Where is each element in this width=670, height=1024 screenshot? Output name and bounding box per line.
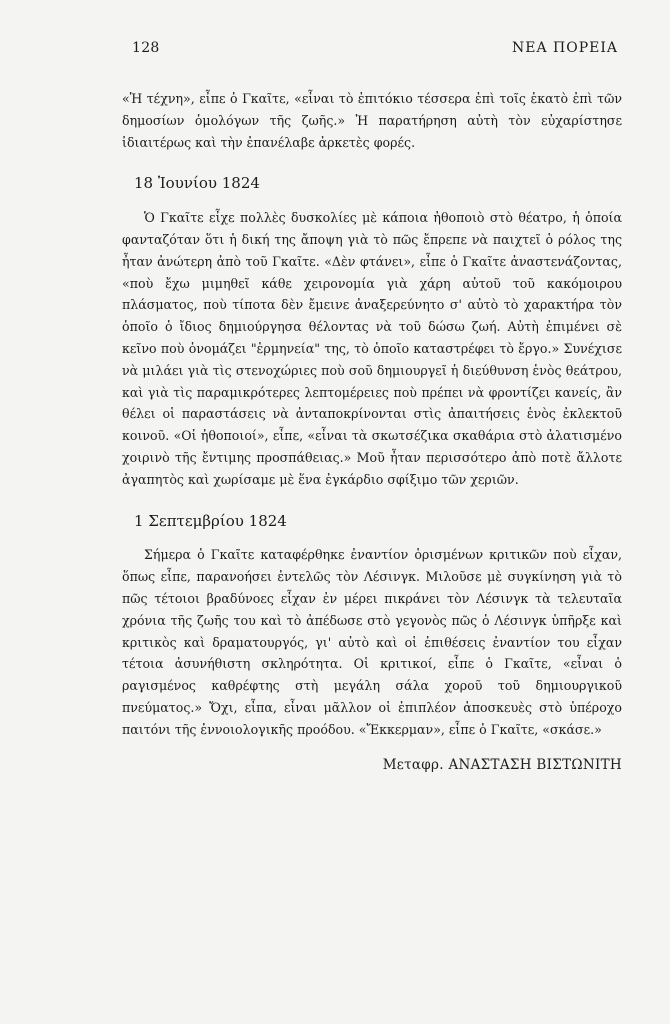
date-heading-1: 18 Ἰουνίου 1824: [134, 174, 260, 193]
translator-signature: Μεταφρ. ΑΝΑΣΤΑΣΗ ΒΙΣΤΩΝΙΤΗ: [382, 756, 622, 773]
paragraph-3: Σήμερα ὁ Γκαῖτε καταφέρθηκε ἐναντίον ὁρισμένων κριτικῶν ποὺ εἶχαν, ὅπως εἶπε, παρανοήσει ἐντελῶς τὸν Λέσινγκ. Μιλοῦσε μὲ συγκίνηση γιὰ τὸ πῶς τέτοιοι βραδύνοες εἶχαν ἐν μέρει πικράνει τὸν Λέσινγκ τὰ τελευταῖα χρόνια τῆς ζωῆς του καὶ τὸ ἀπέδωσε στὸ γεγονὸς πῶς ὁ Λέσινγκ ὑπῆρξε καὶ κριτικὸς καὶ δραματουργός, γι' αὐτὸ καὶ οἱ ἐπιθέσεις ἐναντίον του εἶχαν τέτοια ἀσυνήθιστη σκληρότητα. Οἱ κριτικοί, εἶπε ὁ Γκαῖτε, «εἶναι ὁ ραγισμένος καθρέφτης στὴ μεγάλη σάλα χοροῦ τοῦ δημιουργικοῦ πνεύματος.» Ὄχι, εἶπα, εἶναι μᾶλλον οἱ ἐπιπλέον ἀποσκευὲς στὸ ὑπέροχο παιτόνι τῆς ἐννοιολογικῆς προόδου. «Ἔκκερμαν», εἶπε ὁ Γκαῖτε, «σκάσε.»: [122, 547, 622, 737]
date-heading-2: 1 Σεπτεμβρίου 1824: [134, 511, 287, 530]
page-body: [122, 88, 622, 776]
page-number: 128: [132, 40, 160, 56]
page-header: [132, 40, 618, 56]
paragraph-2: Ὁ Γκαῖτε εἶχε πολλὲς δυσκολίες μὲ κάποια ἠθοποιὸ στὸ θέατρο, ἡ ὁποία φανταζόταν ὅτι ἡ δική της ἄποψη γιὰ τὸ πῶς ἔπρεπε νὰ παιχτεῖ ὁ ρόλος της ἦταν ἀνώτερη ἀπὸ τοῦ Γκαῖτε. «Δὲν φτάνει», εἶπε ὁ Γκαῖτε ἀναστενάζοντας, «ποὺ ἔχω μιμηθεῖ κάθε χειρονομία γιὰ χάρη αὐτοῦ τοῦ κακόμοιρου πλάσματος, ποὺ τίποτα δὲν ἔμεινε ἀναξερεύνητο σ' αὐτὸ τὸ χαρακτήρα τὸν ὁποῖο ὁ ἴδιος δημιούργησα θέλοντας νὰ τοῦ δώσω ζωή. Αὐτὴ ἐπιμένει σὲ κεῖνο ποὺ ὀνομάζει "ἑρμηνεία" της, τὸ ὁποῖο καταστρέφει τὸ ἔργο.» Συνέχισε νὰ μιλάει γιὰ τὶς στενοχώριες ποὺ σοῦ δημιουργεῖ ἡ διεύθυνση ἑνὸς θεάτρου, καὶ γιὰ τὶς παραμικρότερες λεπτομέρειες ποὺ πρέπει νὰ φροντίζει κανείς, ἂν θέλει οἱ παραστάσεις νὰ ἀνταποκρίνονται στὶς ἀπαιτήσεις ἑνὸς ἐκλεκτοῦ κοινοῦ. «Οἱ ἠθοποιοί», εἶπε, «εἶναι τὰ σκωτσέζικα σκαθάρια στὸ ἀλατισμένο χοιρινὸ τῆς ἔντιμης προσπάθειας.» Μοῦ ἦταν περισσότερο ἀπὸ ποτὲ ἄλλοτε ἀγαπητὸς καὶ χωρίσαμε μὲ ἕνα ἐγκάρδιο σφίξιμο τῶν χεριῶν.: [122, 210, 622, 487]
paragraph-1: «Ἡ τέχνη», εἶπε ὁ Γκαῖτε, «εἶναι τὸ ἐπιτόκιο τέσσερα ἐπὶ τοῖς ἑκατὸ ἐπὶ τῶν δημοσίων ὁμολόγων τῆς ζωῆς.» Ἡ παρατήρηση αὐτὴ τὸν εὐχαρίστησε ἰδιαιτέρως καὶ τὴν ἐπανέλαβε ἀρκετὲς φορές.: [122, 91, 622, 150]
journal-title: ΝΕΑ ΠΟΡΕΙΑ: [512, 40, 618, 56]
